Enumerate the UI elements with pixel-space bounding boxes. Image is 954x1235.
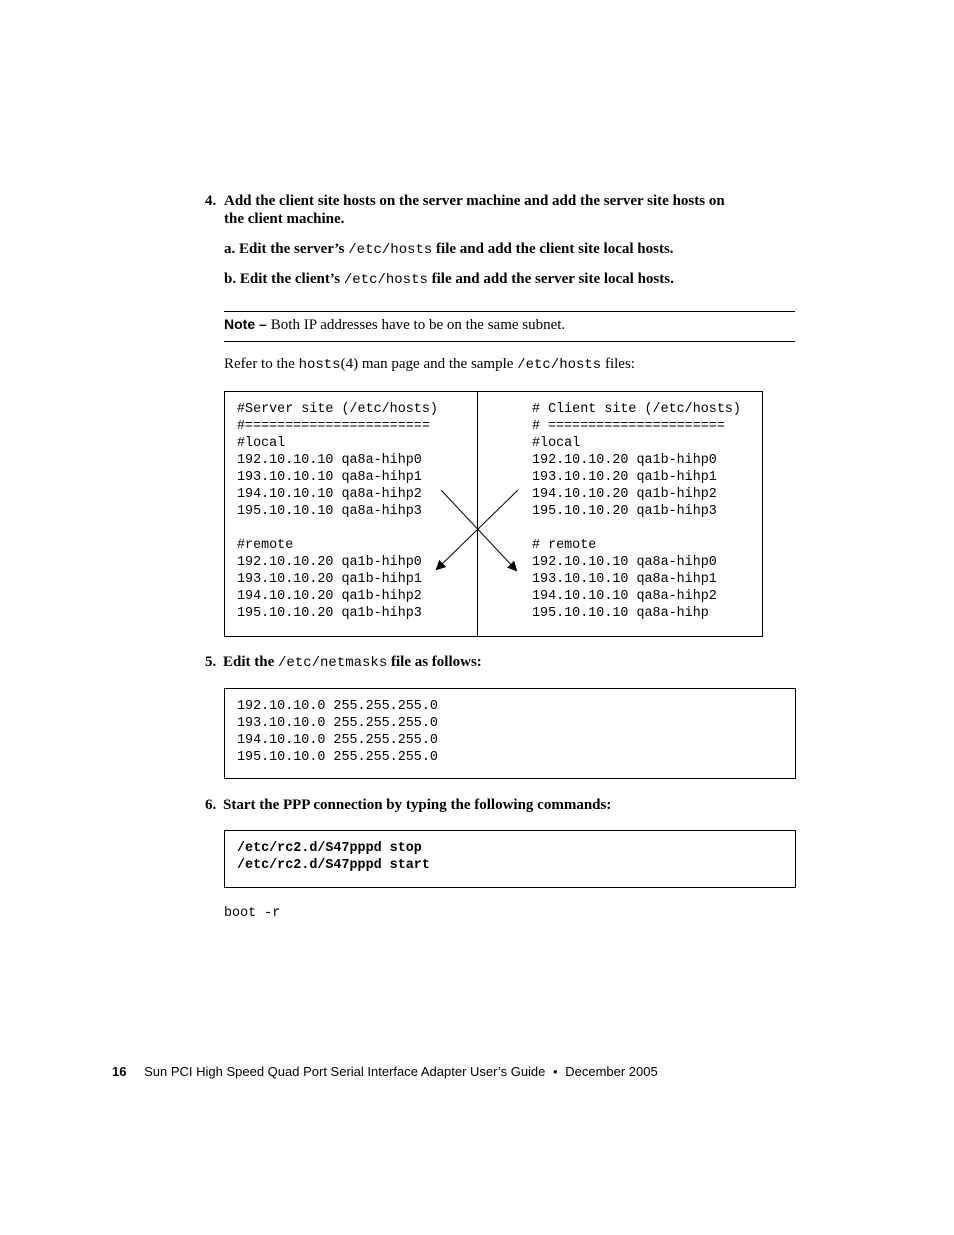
netmasks-box — [224, 688, 796, 779]
client-hosts-line: 193.10.10.20 qa1b-hihp1 — [532, 470, 717, 485]
client-hosts-line: 192.10.10.10 qa8a-hihp0 — [532, 555, 717, 570]
client-hosts-line: 192.10.10.20 qa1b-hihp0 — [532, 453, 717, 468]
step-4b-marker: b. — [224, 271, 237, 287]
netmask-line: 195.10.10.0 255.255.255.0 — [237, 750, 438, 765]
note — [224, 316, 565, 334]
server-hosts-line: 195.10.10.20 qa1b-hihp3 — [237, 606, 422, 621]
server-hosts-listing — [237, 401, 438, 622]
step-4a — [224, 240, 674, 259]
step-4-text-line1: Add the client site hosts on the server machine and add the server site hosts on — [224, 193, 725, 209]
footer-title: Sun PCI High Speed Quad Port Serial Interface Adapter User’s Guide — [144, 1064, 546, 1079]
server-hosts-line: #remote — [237, 538, 294, 553]
step-5-pre: Edit the — [223, 654, 275, 670]
server-hosts-line: #local — [237, 436, 286, 451]
step-4-text-line2: the client machine. — [224, 211, 345, 227]
client-hosts-listing — [532, 401, 741, 622]
page-number: 16 — [112, 1064, 127, 1079]
netmasks-listing — [237, 698, 438, 766]
server-hosts-line: 194.10.10.20 qa1b-hihp2 — [237, 589, 422, 604]
boot-command: boot -r — [224, 906, 281, 921]
note-label: Note – — [224, 316, 267, 332]
client-hosts-line: # ====================== — [532, 419, 725, 434]
step-4a-marker: a. — [224, 241, 236, 257]
netmask-line: 192.10.10.0 255.255.255.0 — [237, 699, 438, 714]
step-6 — [205, 796, 611, 814]
refer-text — [224, 356, 635, 373]
server-hosts-line — [237, 520, 438, 537]
client-hosts-line: # remote — [532, 538, 597, 553]
hosts-example-box — [224, 391, 763, 637]
page-footer — [112, 1064, 658, 1079]
arrow-server-to-client — [441, 490, 516, 570]
server-hosts-line: 192.10.10.20 qa1b-hihp0 — [237, 555, 422, 570]
server-hosts-line: 195.10.10.10 qa8a-hihp3 — [237, 504, 422, 519]
netmask-line: 193.10.10.0 255.255.255.0 — [237, 716, 438, 731]
netmask-line: 194.10.10.0 255.255.255.0 — [237, 733, 438, 748]
step-4b — [224, 270, 674, 289]
step-5-post: file as follows: — [390, 654, 482, 670]
refer-code-hosts: hosts — [298, 357, 341, 373]
refer-pre: Refer to the — [224, 356, 295, 372]
step-4b-pre: Edit the client’s — [239, 271, 341, 287]
crossing-arrows — [425, 482, 535, 577]
step-4b-post: file and add the server site local hosts. — [431, 271, 674, 287]
client-hosts-line: # Client site (/etc/hosts) — [532, 402, 741, 417]
arrow-client-to-server — [437, 490, 518, 569]
footer-date: December 2005 — [565, 1064, 658, 1079]
ppp-commands-listing — [237, 840, 430, 874]
server-hosts-line: 193.10.10.20 qa1b-hihp1 — [237, 572, 422, 587]
client-hosts-line: #local — [532, 436, 581, 451]
refer-code-etc-hosts: /etc/hosts — [517, 357, 602, 373]
step-5 — [205, 653, 482, 672]
step-4-number: 4. — [205, 193, 217, 209]
server-hosts-line: 192.10.10.10 qa8a-hihp0 — [237, 453, 422, 468]
step-4b-code: /etc/hosts — [343, 272, 428, 288]
step-4 — [205, 192, 795, 228]
step-4a-post: file and add the client site local hosts. — [436, 241, 674, 257]
step-6-text: Start the PPP connection by typing the following commands: — [223, 797, 612, 813]
ppp-commands-box — [224, 830, 796, 888]
refer-mid: (4) man page and the sample — [340, 356, 514, 372]
footer-separator: • — [553, 1064, 558, 1079]
server-hosts-line: #======================= — [237, 419, 430, 434]
step-5-number: 5. — [205, 654, 217, 670]
ppp-command-line: /etc/rc2.d/S47pppd start — [237, 858, 430, 873]
note-bottom-rule — [224, 341, 795, 342]
step-4a-pre: Edit the server’s — [239, 241, 345, 257]
client-hosts-line — [532, 520, 741, 537]
note-top-rule — [224, 311, 795, 312]
server-hosts-line: 193.10.10.10 qa8a-hihp1 — [237, 470, 422, 485]
client-hosts-line: 195.10.10.10 qa8a-hihp — [532, 606, 709, 621]
client-hosts-line: 193.10.10.10 qa8a-hihp1 — [532, 572, 717, 587]
client-hosts-line: 194.10.10.10 qa8a-hihp2 — [532, 589, 717, 604]
step-4a-code: /etc/hosts — [348, 242, 433, 258]
note-text: Both IP addresses have to be on the same subnet. — [270, 317, 566, 333]
refer-post: files: — [604, 356, 635, 372]
server-hosts-line: #Server site (/etc/hosts) — [237, 402, 438, 417]
server-hosts-line: 194.10.10.10 qa8a-hihp2 — [237, 487, 422, 502]
client-hosts-line: 195.10.10.20 qa1b-hihp3 — [532, 504, 717, 519]
step-5-code: /etc/netmasks — [278, 655, 388, 671]
client-hosts-line: 194.10.10.20 qa1b-hihp2 — [532, 487, 717, 502]
ppp-command-line: /etc/rc2.d/S47pppd stop — [237, 841, 422, 856]
step-6-number: 6. — [205, 797, 217, 813]
